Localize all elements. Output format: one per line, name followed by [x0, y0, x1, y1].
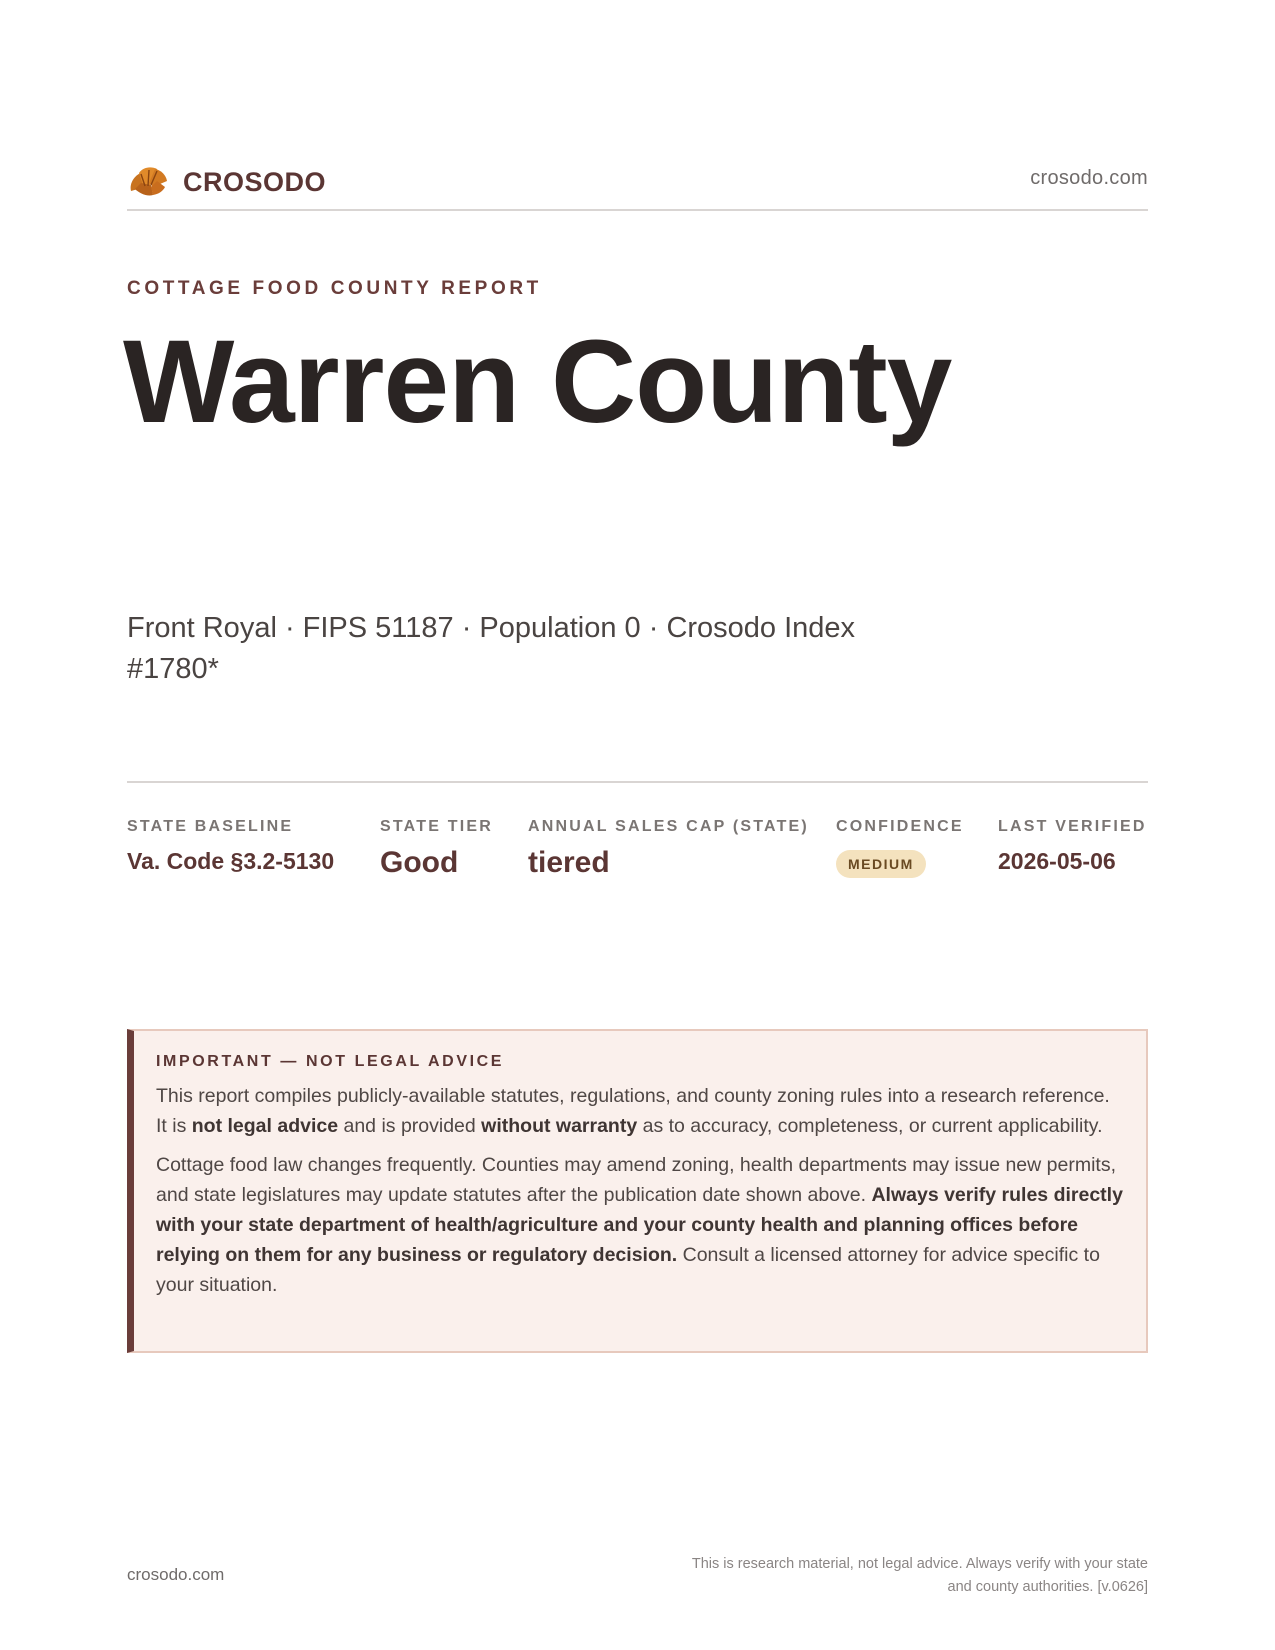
stat-annual-sales-cap [528, 818, 809, 880]
notice-text: Cottage food law changes frequently. Counties may amend zoning, health departments may issue new permits, and state legislatures may update statutes after the publication date shown above. [156, 1154, 1116, 1206]
notice-emphasis: Always verify rules directly with your state department of health/agriculture and your county health and planning offices before relying on them for any business or regulatory decision. [156, 1184, 1123, 1266]
notice-text: as to accuracy, completeness, or current applicability. [637, 1115, 1103, 1137]
notice-text: This report compiles publicly-available statutes, regulations, and county zoning rules into a research reference. It is [156, 1085, 1110, 1137]
notice-text: and is provided [338, 1115, 482, 1137]
site-url-link[interactable]: crosodo.com [1030, 167, 1148, 189]
stat-confidence [836, 818, 964, 878]
footer-disclaimer-line: and county authorities. [v.0626] [947, 1579, 1148, 1595]
notice-emphasis: not legal advice [191, 1115, 339, 1137]
footer-site-link[interactable]: crosodo.com [127, 1565, 225, 1584]
brand[interactable] [127, 161, 326, 203]
notice-paragraph-2 [156, 1150, 1126, 1300]
stat-label: STATE TIER [380, 818, 493, 835]
notice-text: Consult a licensed attorney for advice specific to your situation. [156, 1244, 1100, 1296]
county-summary-line: Front Royal · FIPS 51187 · Population 0 · Crosodo Index #1780* [127, 612, 856, 685]
stat-value: 2026-05-06 [998, 848, 1116, 874]
notice-title: IMPORTANT — NOT LEGAL ADVICE [156, 1053, 505, 1070]
stat-value: Good [380, 846, 459, 879]
footer-disclaimer [628, 1553, 1148, 1599]
brand-name: CROSODO [183, 166, 327, 197]
stat-value: tiered [528, 846, 610, 879]
stat-label: LAST VERIFIED [998, 818, 1147, 835]
page-header [127, 155, 1148, 211]
stat-label: STATE BASELINE [127, 818, 294, 835]
stat-label: CONFIDENCE [836, 818, 964, 835]
page-title: Warren County [123, 316, 952, 448]
stat-last-verified [998, 818, 1147, 875]
stat-value: Va. Code §3.2-5130 [127, 848, 335, 874]
report-page [123, 0, 1148, 1650]
croissant-icon [127, 161, 169, 203]
notice-paragraph-1 [156, 1081, 1126, 1141]
legal-notice [127, 1029, 1148, 1353]
divider [127, 781, 1148, 783]
notice-emphasis: without warranty [481, 1115, 638, 1137]
stat-state-tier [380, 818, 493, 880]
stat-state-baseline [127, 818, 334, 875]
footer-disclaimer-line: This is research material, not legal advice. Always verify with your state [691, 1556, 1148, 1572]
stat-label: ANNUAL SALES CAP (STATE) [528, 818, 809, 835]
confidence-badge: MEDIUM [836, 850, 926, 878]
report-eyebrow: COTTAGE FOOD COUNTY REPORT [127, 278, 542, 299]
